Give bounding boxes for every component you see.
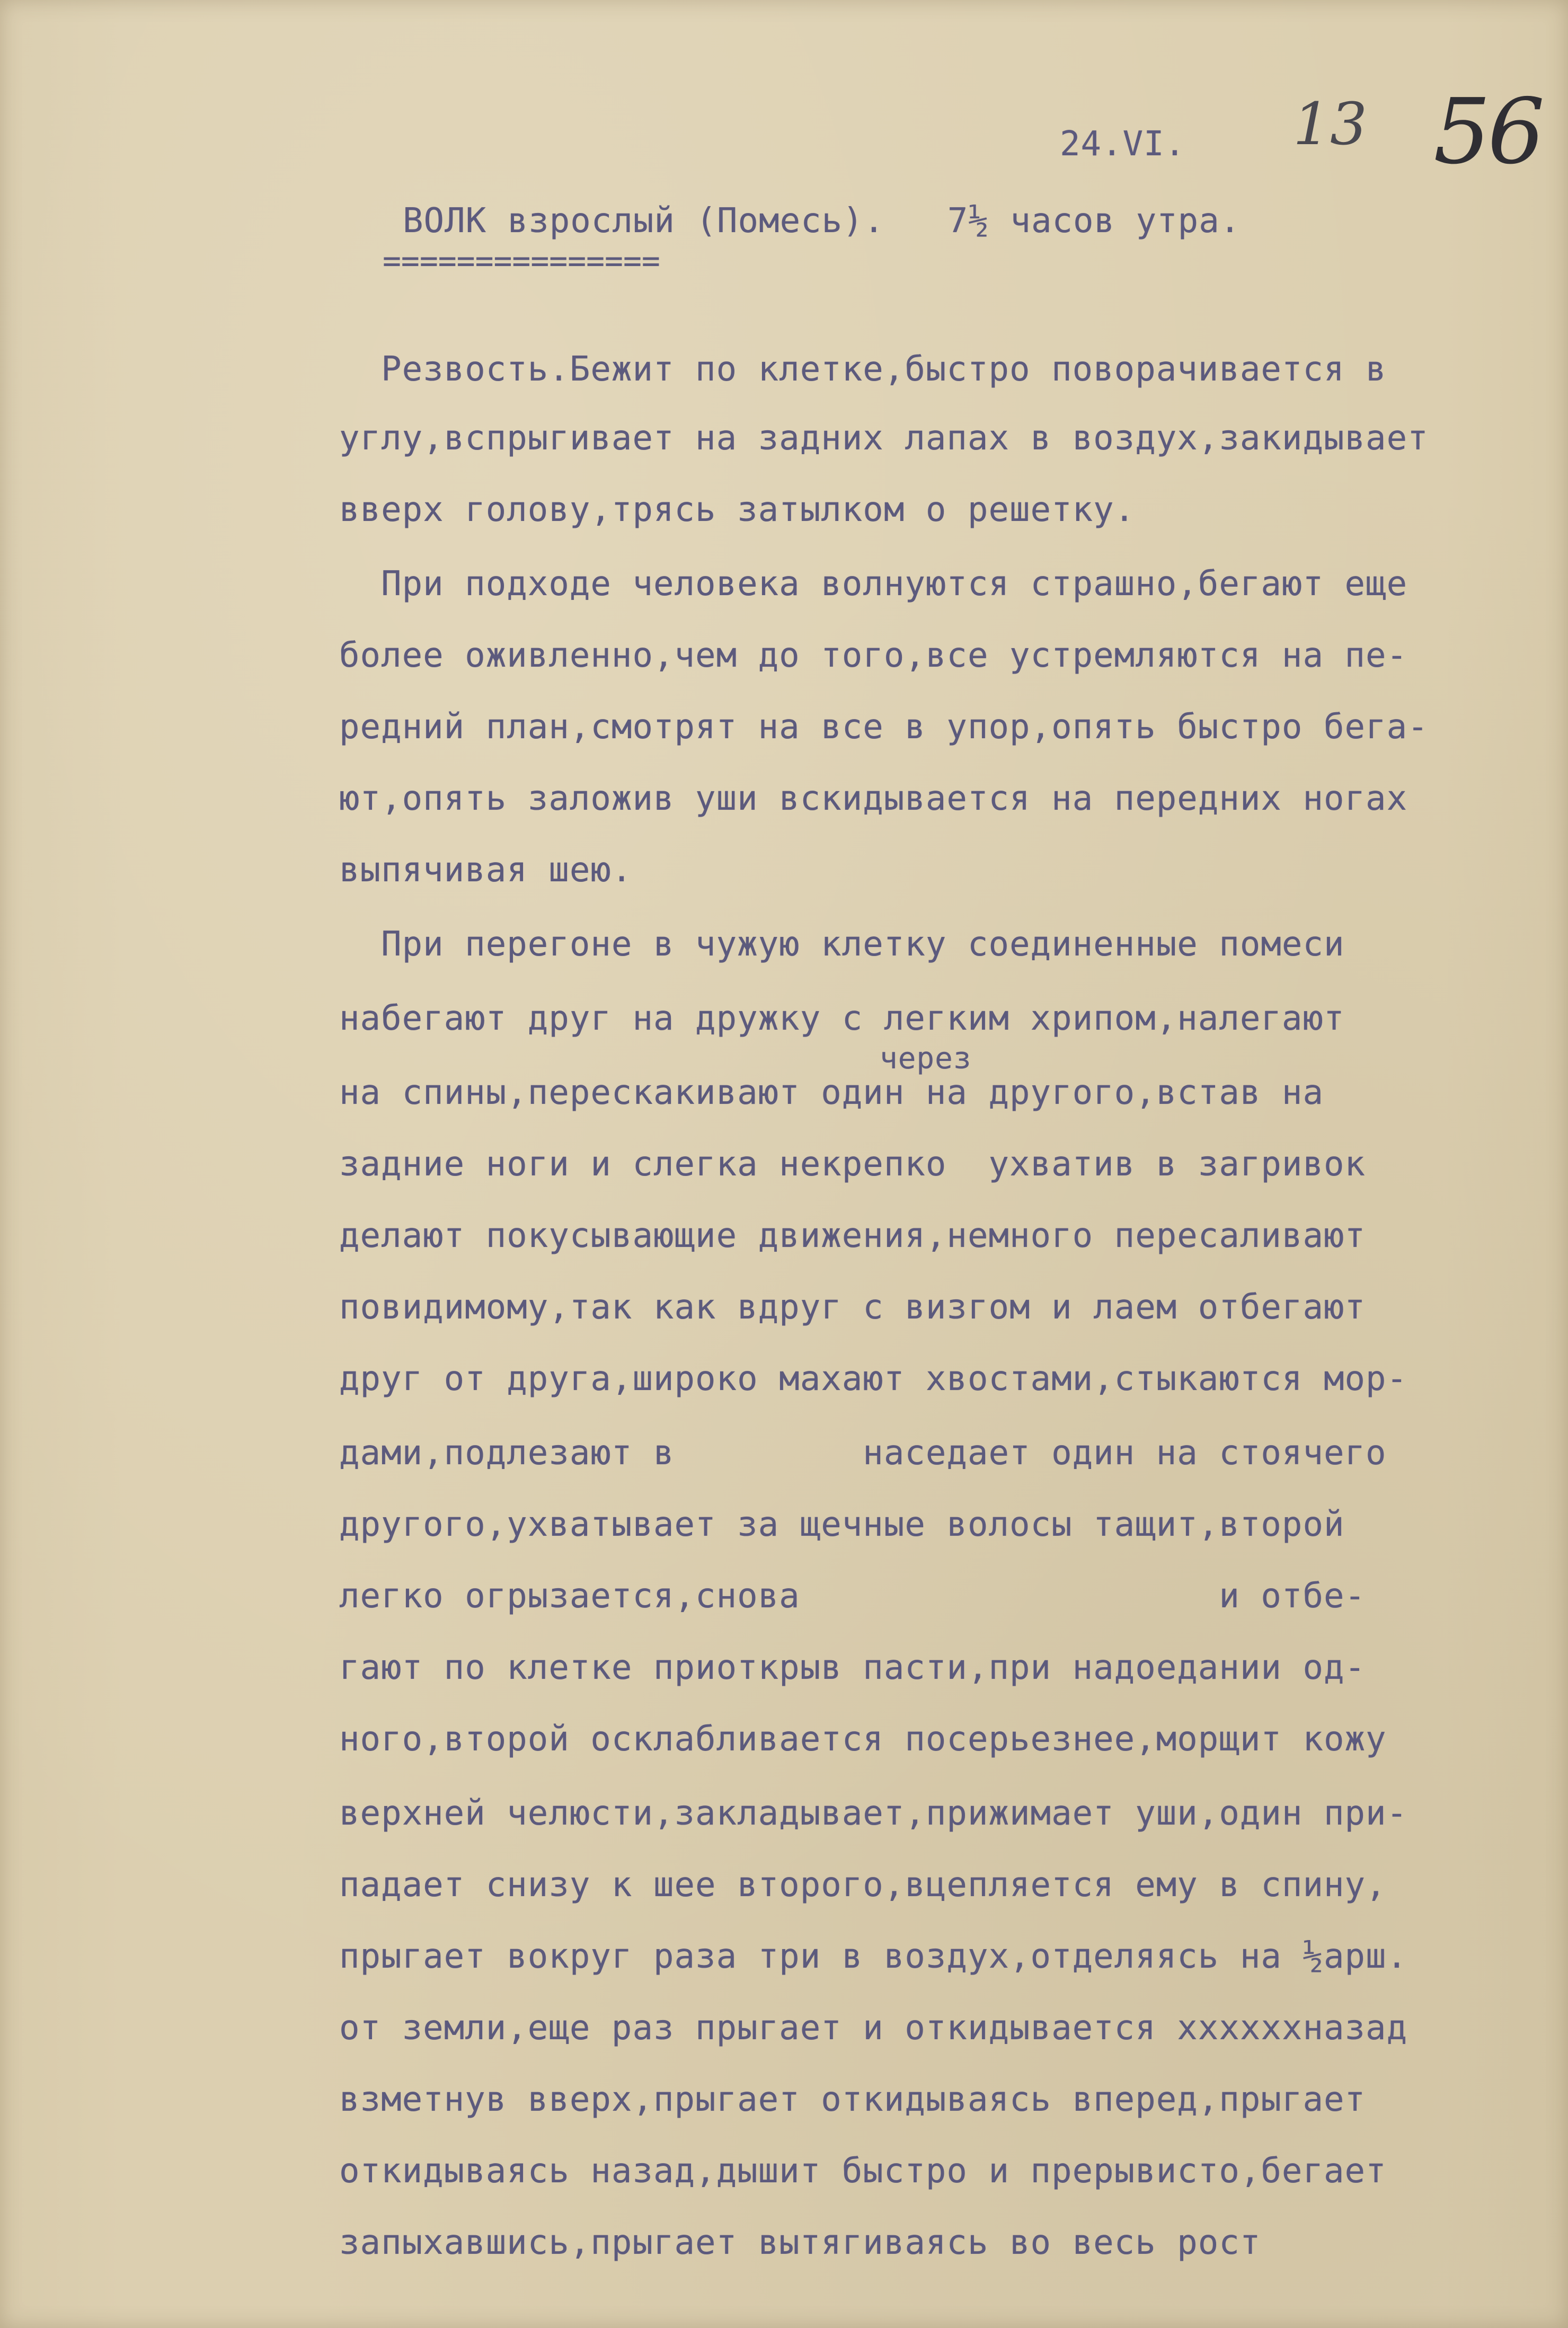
body-line: запыхавшись,прыгает вытягиваясь во весь рост [339, 2223, 1261, 2262]
body-line: При подходе человека волнуются страшно,бегают еще [339, 564, 1408, 604]
body-line: друг от друга,широко махают хвостами,стыкаются мор- [339, 1359, 1408, 1398]
body-line: более оживленно,чем до того,все устремляются на пе- [339, 636, 1408, 675]
body-line: гают по клетке приоткрыв пасти,при надоедании од- [339, 1648, 1366, 1687]
handwritten-sheet-number: 13 [1293, 90, 1367, 158]
body-line: откидываясь назад,дышит быстро и прерывисто,бегает [339, 2152, 1387, 2191]
body-line: падает снизу к шее второго,вцепляется ему в спину, [339, 1865, 1387, 1905]
body-line: углу,вспрыгивает на задних лапах в воздух,закидывает [339, 419, 1429, 458]
typed-insertion-above-line: через [880, 1041, 972, 1076]
body-line: набегают друг на дружку с легким хрипом,налегают [339, 999, 1345, 1038]
document-date: 24.VI. [1060, 125, 1186, 164]
body-line: выпячивая шею. [339, 851, 633, 890]
body-line: ют,опять заложив уши вскидывается на передних ногах [339, 779, 1408, 818]
body-line: задние ноги и слегка некрепко ухватив в загривок [339, 1145, 1366, 1184]
handwritten-folio-number: 56 [1433, 79, 1542, 184]
body-line: вверх голову,трясь затылком о решетку. [339, 490, 1136, 529]
body-line: При перегоне в чужую клетку соединенные помеси [339, 925, 1345, 964]
body-line: верхней челюсти,закладывает,прижимает уши,один при- [339, 1794, 1408, 1833]
body-line: от земли,еще раз прыгает и откидывается xxxxxxназад [339, 2008, 1408, 2048]
body-line: легко огрызается,снова и отбе- [339, 1577, 1366, 1616]
body-line: дами,подлезают в наседает один на стоячего [339, 1433, 1387, 1473]
body-line: делают покусывающие движения,немного пересаливают [339, 1216, 1366, 1255]
body-line: редний план,смотрят на все в упор,опять быстро бега- [339, 707, 1429, 747]
body-line: повидимому,так как вдруг с визгом и лаем отбегают [339, 1288, 1366, 1327]
document-heading: ВОЛК взрослый (Помесь). 7½ часов утра. [403, 201, 1241, 241]
body-line: другого,ухватывает за щечные волосы тащит,второй [339, 1505, 1345, 1544]
body-line: ного,второй осклабливается посерьезнее,морщит кожу [339, 1720, 1387, 1759]
body-line: прыгает вокруг раза три в воздух,отделяясь на ½арш. [339, 1937, 1408, 1976]
body-line: взметнув вверх,прыгает откидываясь вперед,прыгает [339, 2080, 1366, 2119]
body-line: Резвость.Бежит по клетке,быстро поворачивается в [339, 350, 1387, 389]
heading-underline: =============== [383, 243, 660, 279]
body-line: на спины,перескакивают один на другого,встав на [339, 1073, 1324, 1112]
